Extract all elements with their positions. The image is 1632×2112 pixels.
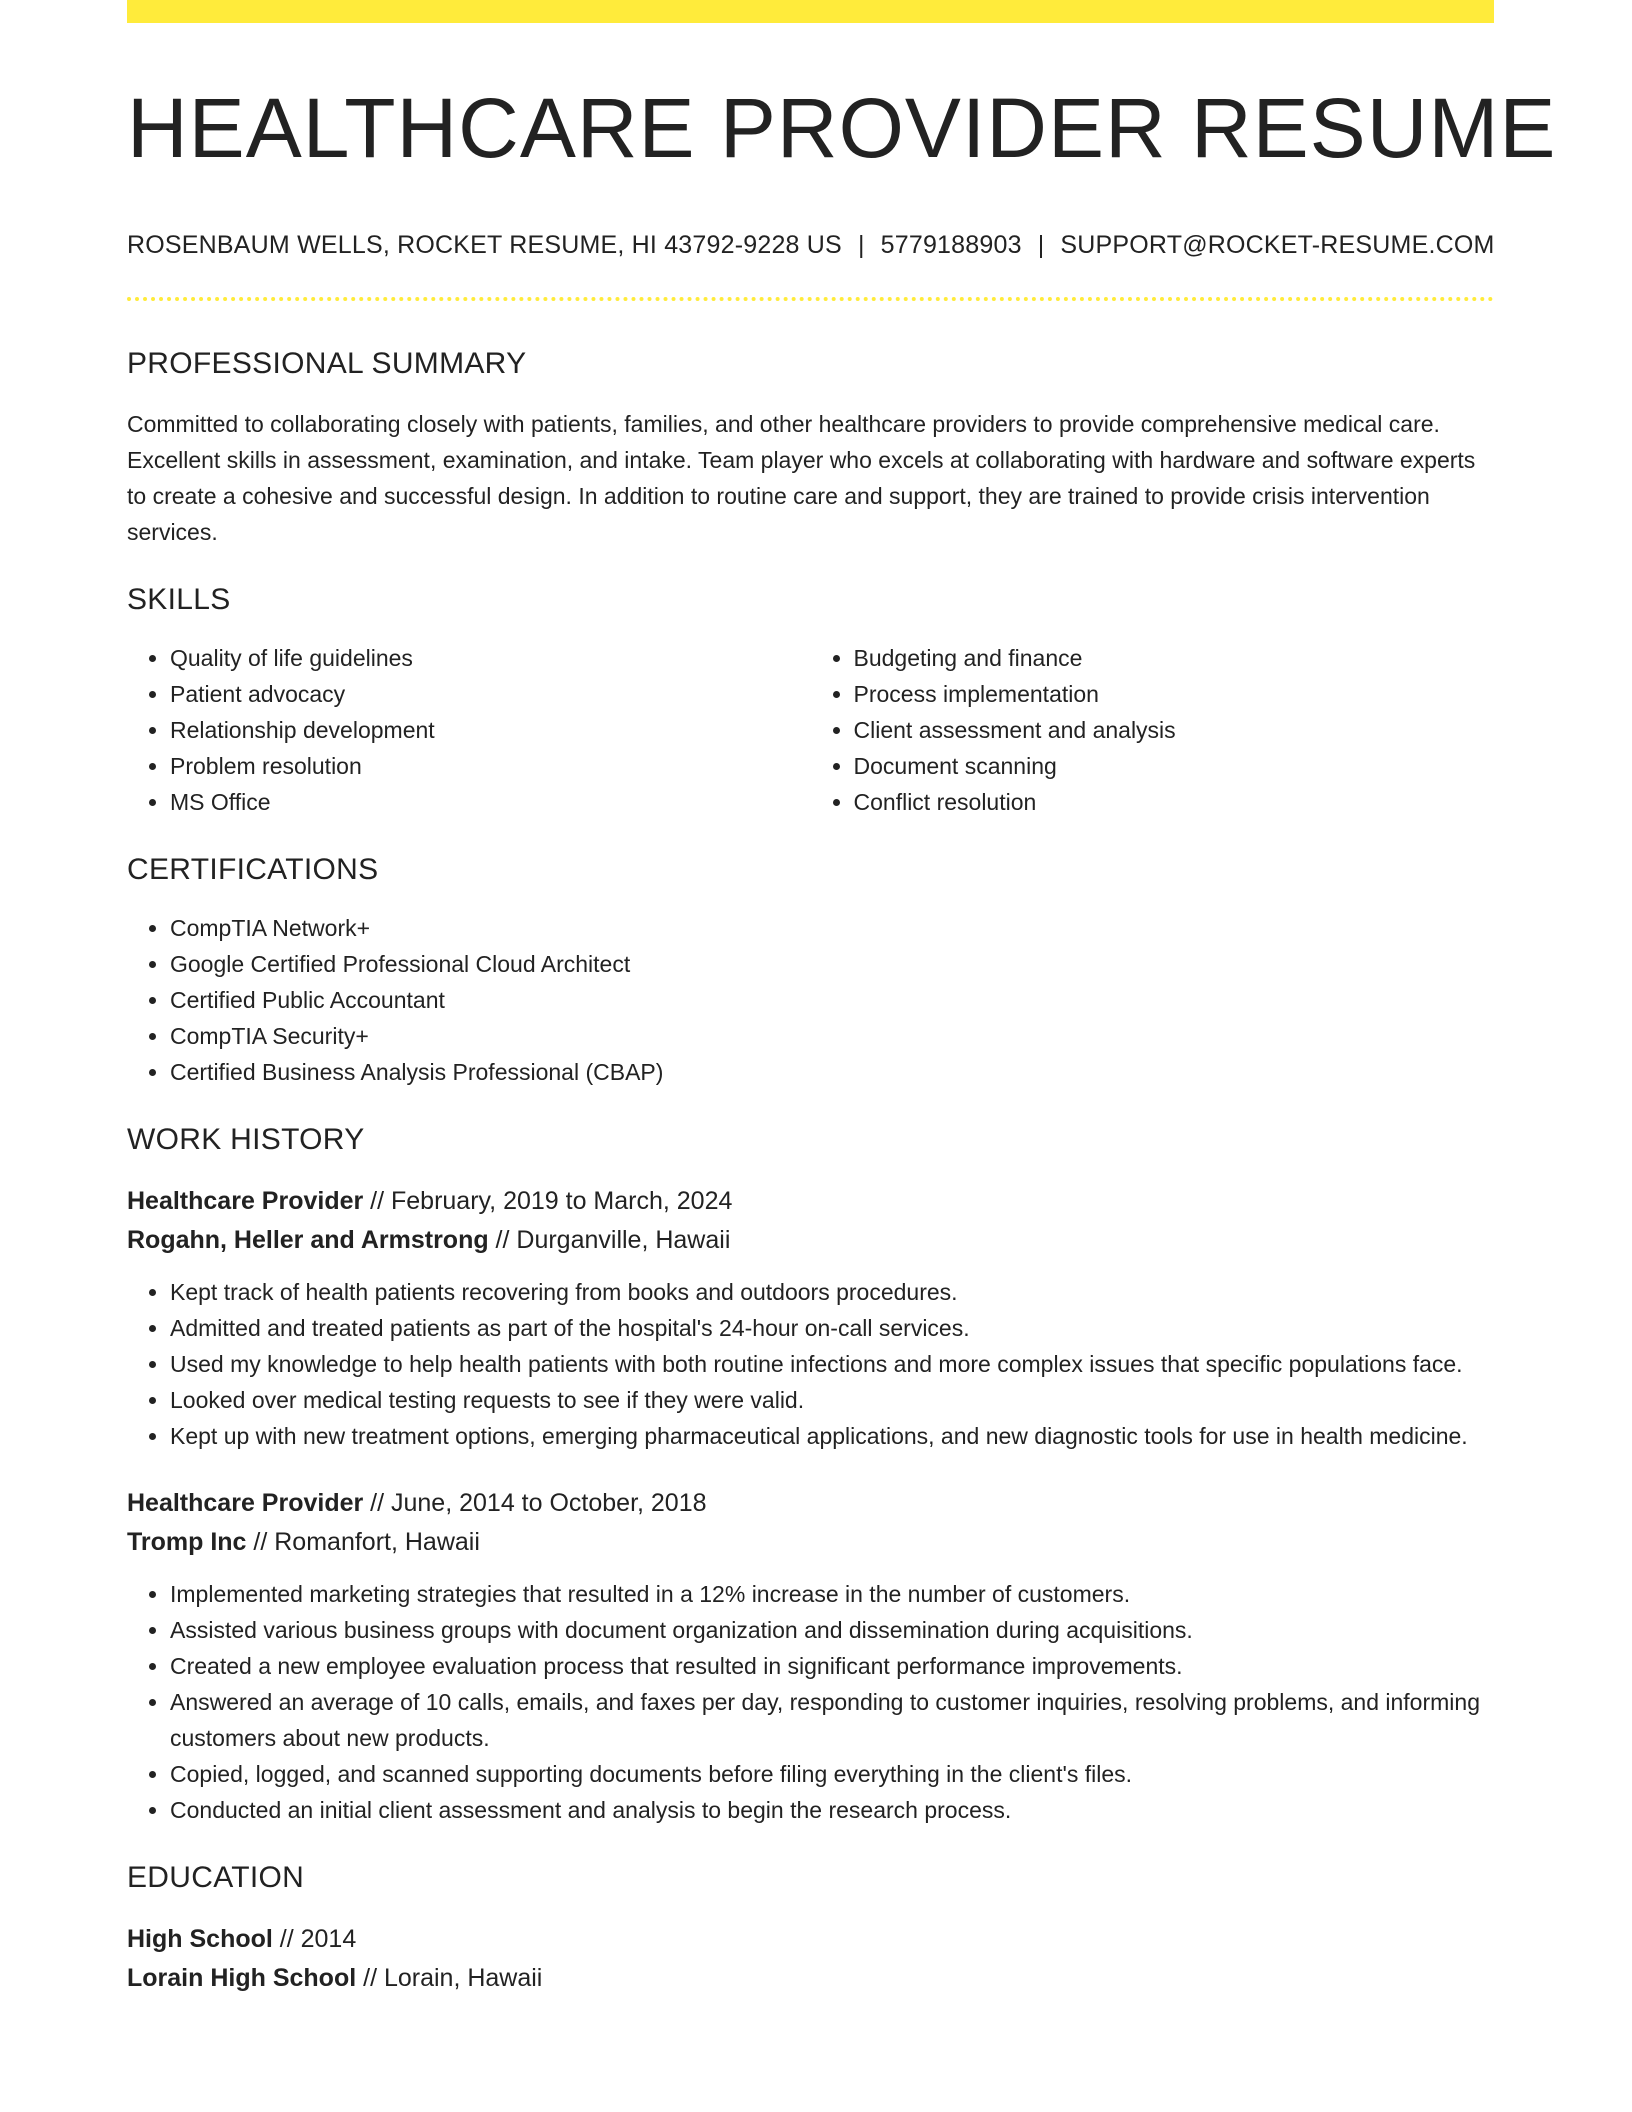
job-bullet: • Implemented marketing strategies that resulted in a 12% increase in the number of customers.: [170, 1576, 1494, 1612]
certification-item: • CompTIA Security+: [170, 1018, 1494, 1054]
job-dates: // February, 2019 to March, 2024: [363, 1186, 733, 1215]
job-entry: [127, 1182, 1494, 1454]
job-bullet: • Used my knowledge to help health patients with both routine infections and more complex issues that specific populations face.: [170, 1346, 1494, 1382]
resume-title: HEALTHCARE PROVIDER RESUME: [127, 81, 1557, 175]
job-company: Tromp Inc: [127, 1527, 247, 1556]
job-title-line: [127, 1182, 1494, 1221]
skills-list-right: [811, 640, 1495, 820]
summary-heading: PROFESSIONAL SUMMARY: [127, 346, 527, 380]
job-bullets: [127, 1576, 1494, 1828]
dotted-divider: [127, 297, 1494, 301]
skill-item: • Quality of life guidelines: [170, 640, 811, 676]
job-bullets: [127, 1274, 1494, 1454]
job-bullet: • Kept up with new treatment options, emerging pharmaceutical applications, and new diagnostic tools for use in health medicine.: [170, 1418, 1494, 1454]
education-section: [127, 1860, 1494, 1998]
contact-email: SUPPORT@ROCKET-RESUME.COM: [1060, 230, 1495, 259]
certifications-section: [127, 852, 1494, 1090]
job-title: Healthcare Provider: [127, 1186, 364, 1215]
education-school-line: [127, 1959, 1494, 1998]
job-bullet: • Kept track of health patients recovering from books and outdoors procedures.: [170, 1274, 1494, 1310]
skills-section: [127, 582, 1494, 820]
skill-item: • Client assessment and analysis: [854, 712, 1495, 748]
skill-item: • Process implementation: [854, 676, 1495, 712]
contact-line: [127, 231, 1494, 260]
job-bullet: • Answered an average of 10 calls, emails, and faxes per day, responding to customer inquiries, resolving problems, and informing customers about new products.: [170, 1684, 1494, 1756]
education-school: Lorain High School: [127, 1963, 357, 1992]
work-history-heading: WORK HISTORY: [127, 1122, 365, 1156]
job-title: Healthcare Provider: [127, 1488, 364, 1517]
contact-phone: 5779188903: [880, 230, 1022, 259]
certification-item: • Google Certified Professional Cloud Architect: [170, 946, 1494, 982]
job-location: // Durganville, Hawaii: [488, 1225, 731, 1254]
contact-address: ROSENBAUM WELLS, ROCKET RESUME, HI 43792-9228 US: [127, 230, 842, 259]
top-accent-bar: [127, 0, 1494, 23]
job-company: Rogahn, Heller and Armstrong: [127, 1225, 489, 1254]
skills-heading: SKILLS: [127, 582, 231, 616]
job-title-line: [127, 1484, 1494, 1523]
resume-page: [127, 0, 1557, 1998]
education-degree: High School: [127, 1924, 273, 1953]
education-year: // 2014: [272, 1924, 357, 1953]
job-location: // Romanfort, Hawaii: [246, 1527, 480, 1556]
skill-item: • Patient advocacy: [170, 676, 811, 712]
job-bullet: • Copied, logged, and scanned supporting documents before filing everything in the client's files.: [170, 1756, 1494, 1792]
job-company-line: [127, 1523, 1494, 1562]
job-bullet: • Looked over medical testing requests to see if they were valid.: [170, 1382, 1494, 1418]
certification-item: • CompTIA Network+: [170, 910, 1494, 946]
job-company-line: [127, 1221, 1494, 1260]
job-bullet: • Assisted various business groups with document organization and dissemination during acquisitions.: [170, 1612, 1494, 1648]
job-bullet: • Admitted and treated patients as part of the hospital's 24-hour on-call services.: [170, 1310, 1494, 1346]
skill-item: • MS Office: [170, 784, 811, 820]
skills-grid: [127, 618, 1494, 820]
education-location: // Lorain, Hawaii: [356, 1963, 543, 1992]
skill-item: • Relationship development: [170, 712, 811, 748]
skill-item: • Document scanning: [854, 748, 1495, 784]
contact-separator: |: [857, 230, 865, 259]
certifications-list: [127, 910, 1494, 1090]
certifications-heading: CERTIFICATIONS: [127, 852, 379, 886]
job-dates: // June, 2014 to October, 2018: [363, 1488, 707, 1517]
job-bullet: • Created a new employee evaluation process that resulted in significant performance improvements.: [170, 1648, 1494, 1684]
job-bullet: • Conducted an initial client assessment and analysis to begin the research process.: [170, 1792, 1494, 1828]
work-history-section: [127, 1122, 1494, 1828]
skills-list-left: [127, 640, 811, 820]
contact-separator: |: [1037, 230, 1045, 259]
certification-item: • Certified Public Accountant: [170, 982, 1494, 1018]
education-degree-line: [127, 1920, 1494, 1959]
skill-item: • Budgeting and finance: [854, 640, 1495, 676]
certification-item: • Certified Business Analysis Professional (CBAP): [170, 1054, 1494, 1090]
job-entry: [127, 1484, 1494, 1828]
education-heading: EDUCATION: [127, 1860, 305, 1894]
summary-section: [127, 346, 1494, 550]
summary-text: Committed to collaborating closely with patients, families, and other healthcare providers to provide comprehensive medical care. Excellent skills in assessment, examination, and intake. Team player who excels at collaborating with hardware and software experts to create a cohesive and successful design. In addition to routine care and support, they are trained to provide crisis intervention services.: [127, 410, 1476, 545]
skill-item: • Conflict resolution: [854, 784, 1495, 820]
skill-item: • Problem resolution: [170, 748, 811, 784]
